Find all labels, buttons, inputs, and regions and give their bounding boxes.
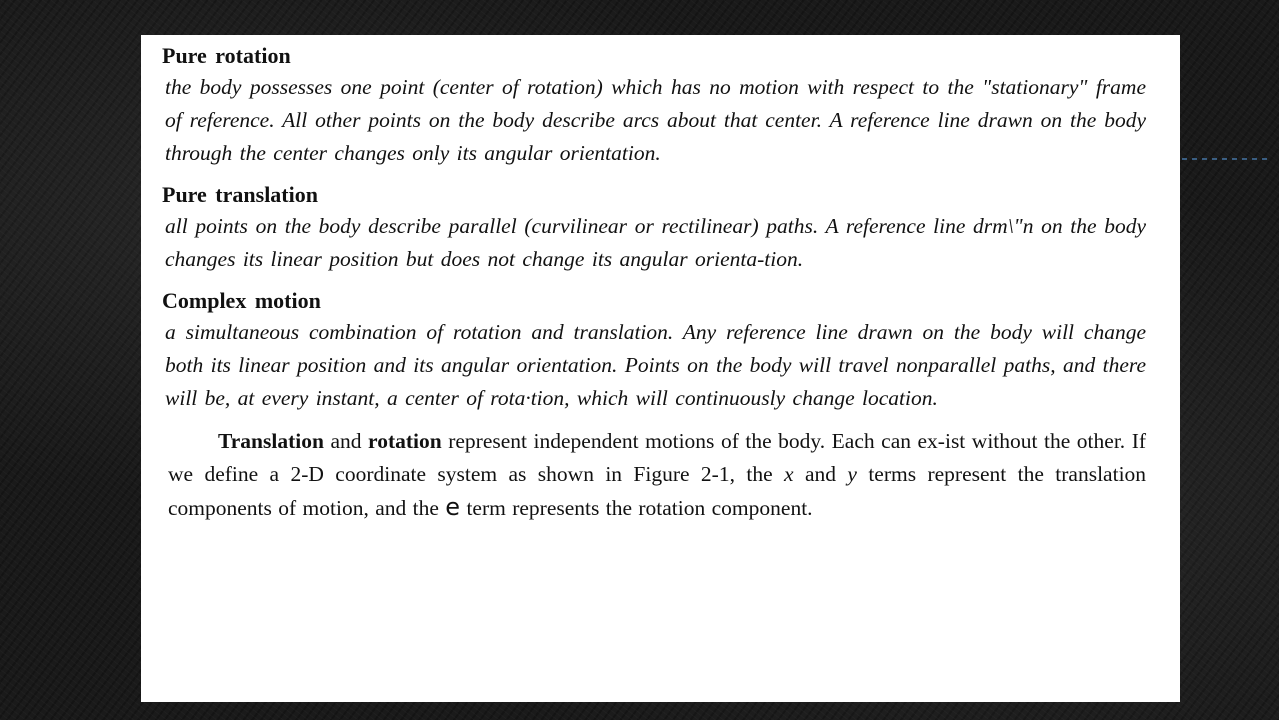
heading-pure-rotation: Pure rotation — [162, 43, 291, 68]
closing-text-and-1: and — [330, 429, 362, 453]
variable-theta: e — [445, 493, 461, 521]
term-rotation: rotation — [368, 429, 442, 453]
heading-complex-motion: Complex motion — [162, 288, 321, 313]
closing-text-1: represent independent motions of the body. Each can ex-ist without the other. If we define a 2-D coordinate system as shown in Figure 2-1, the — [168, 429, 1147, 486]
variable-x: x — [784, 462, 794, 486]
paragraph-complex-motion: a simultaneous combination of rotation and translation. Any reference line drawn on the body will change both its linear position and its angular orientation. Points on the body will travel nonparallel paths, and there will be, at every instant, a center of rota·tion, which will continuously change location. — [165, 320, 1146, 410]
document-page — [141, 35, 1180, 702]
term-translation: Translation — [218, 429, 324, 453]
variable-y: y — [847, 462, 857, 486]
closing-text-and-2: and — [804, 462, 836, 486]
closing-text-3: term represents the rotation component. — [466, 496, 813, 520]
edge-scan-mark — [1182, 158, 1272, 160]
section-gap — [162, 276, 1146, 286]
paragraph-pure-rotation: the body possesses one point (center of rotation) which has no motion with respect to the "stationary" frame of reference. All other points on the body describe arcs about that center. A reference line drawn on the body through the center changes only its angular orientation. — [165, 75, 1146, 165]
section-gap — [162, 170, 1146, 180]
closing-text-2: terms represent the translation components of motion, and the — [168, 462, 1147, 520]
paragraph-pure-translation: all points on the body describe parallel (curvilinear or rectilinear) paths. A reference line drm\"n on the body changes its linear position but does not change its angular orienta-tion. — [165, 214, 1146, 271]
closing-paragraph — [162, 425, 1146, 525]
section-gap — [162, 415, 1146, 425]
heading-pure-translation: Pure translation — [162, 182, 318, 207]
